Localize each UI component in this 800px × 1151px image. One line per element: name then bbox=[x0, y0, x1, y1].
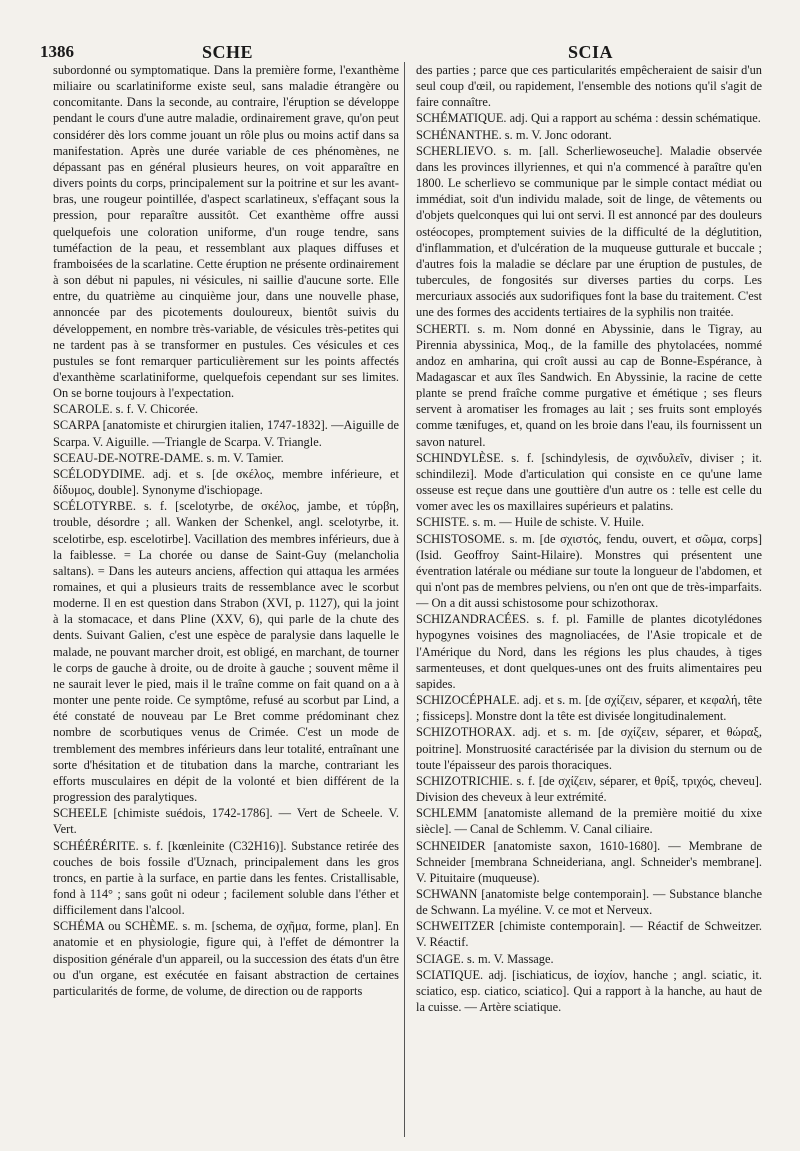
entry-schlemm: SCHLEMM [anatomiste allemand de la première moitié du xixe siècle]. — Canal de Schlemm. V. Canal ciliaire. bbox=[416, 806, 762, 837]
page-number: 1386 bbox=[40, 42, 74, 61]
entry-continuation: subordonné ou symptomatique. Dans la première forme, l'exanthème miliaire ou scarlatiniforme existe seul, sans maladie étrangère ou concomitante. Dans la seconde, au contraire, l'éruption se développe pendant le cours d'une autre maladie, ordinairement grave, qu'on peut considérer dès lors comme jouant un rôle plus ou moins actif dans sa manifestation. Après une durée variable de ces phénomènes, ne dépassant pas en général plusieurs heures, on voit apparaître en divers points du corps, principalement sur la poitrine et sur les avant-bras, une rougeur pointillée, d'aspect scarlatineux, s'effaçant sous la pression, pour reparaître aussitôt. Cet exanthème offre aussi quelquefois une coloration uniforme, d'un rouge tendre, sans tuméfaction de la peau, et ressemblant aux plaques diffuses et framboisées de la scarlatine. Cette éruption ne présente ordinairement à son début ni papules, ni vésicules, ni saillie d'aucune sorte. Elle entre, du quatrième au cinquième jour, dans une nouvelle phase, annoncée par des picotements douloureux, bientôt suivis du développement, en nombre très-variable, de vésicules très-petites qui ne tardent pas à se transformer en pustules. Ces vésicules et ces pustules se font remarquer particulièrement sur les points affectés d'exanthème scarlatiniforme, quelquefois cependant sur ses limites. On se borne toujours à l'expectation. bbox=[53, 63, 399, 401]
entry-scelodydime: SCÉLODYDIME. adj. et s. [de σκέλος, membre inférieure, et δίδυμος, double]. Synonyme d'ischiopage. bbox=[53, 466, 399, 498]
entry-sceau-de-notre-dame: SCEAU-DE-NOTRE-DAME. s. m. V. Tamier. bbox=[53, 450, 284, 465]
entry-schee-rerite: SCHÉÉRÉRITE. s. f. [kœnleinite (C32H16)]. Substance retirée des couches de bois fossile d'Uznach, principalement dans les gros troncs, en partie à la surface, en partie dans les fentes. Cristallisable, fond à 114° ; sans goût ni odeur ; facilement soluble dans l'éther et difficilement dans l'alcool. bbox=[53, 838, 399, 918]
entry-scherti: SCHERTI. s. m. Nom donné en Abyssinie, dans le Tigray, au Pirennia abyssinica, Moq., de la famille des phytolacées, nommé andoz en amharina, qui croît aussi au cap de Bonne-Espérance, à Madagascar et aux îles Sandwich. En Abyssinie, la racine de cette plante se prend fraîche comme purgative et émétique ; ses fleurs servent à aromatiser les fromages au lait ; ses fruits sont employés comme tænifuges, et, quand on les broie dans l'eau, ils fournissent un savon naturel. bbox=[416, 321, 762, 449]
entry-sciatique: SCIATIQUE. adj. [ischiaticus, de ἰσχίον, hanche ; angl. sciatic, it. sciatico, esp. ciatico, sciatico]. Qui a rapport à la hanche, au haut de la cuisse. — Artère sciatique. bbox=[416, 967, 762, 1015]
entry-scherlievo: SCHERLIEVO. s. m. [all. Scherliewoseuche]. Maladie observée dans les provinces illyriennes, et qui n'a commencé à paraître qu'en 1800. Le scherlievo se communique par le simple contact médiat ou immédiat, soit d'un individu malade, soit de linge, de vêtements ou d'objets quelconques qui lui ont servi. Il est annoncé par des douleurs ostéocopes, promptement suivies de la difficulté de la déglutition, d'inflammation, et d'ulcération de la muqueuse gutturale et buccale ; d'autres fois la maladie se déclare par une éruption de pustules, de tubercules, de fongosités sur diverses parties du corps. Les mercuriaux associés aux sudorifiques font la base du traitement. C'est une des formes des accidents tertiaires de la syphilis non traitée. bbox=[416, 143, 762, 320]
entry-schwann: SCHWANN [anatomiste belge contemporain]. — Substance blanche de Schwann. La myéline. V. ce mot et Nerveux. bbox=[416, 886, 762, 918]
entry-schindylese: SCHINDYLÈSE. s. f. [schindylesis, de σχινδυλεῖν, diviser ; it. schindilezi]. Mode d'articulation qui consiste en ce qu'une lame osseuse est reçue dans une gouttière d'un autre os : telle est celle du vomer avec les os maxillaires supérieurs et palatins. bbox=[416, 450, 762, 514]
entry-schizocephale: SCHIZOCÉPHALE. adj. et s. m. [de σχίζειν, séparer, et κεφαλή, tête ; fissiceps]. Monstre dont la tête est divisée longitudinalement. bbox=[416, 693, 762, 724]
entry-scarole: SCAROLE. s. f. V. Chicorée. bbox=[53, 402, 199, 417]
left-running-head: SCHE bbox=[202, 42, 254, 62]
entry-schenanthe: SCHÉNANTHE. s. m. V. Jonc odorant. bbox=[416, 127, 612, 142]
entry-schistosome: SCHISTOSOME. s. m. [de σχιστός, fendu, ouvert, et σῶμα, corps] (Isid. Geoffroy Saint-Hilaire). Monstres qui présentent une éventration latérale ou médiane sur toute la longueur de l'abdomen, et qui n'ont pas de membres pelviens, ou n'en ont que de très-imparfaits. — On a dit aussi schistosome pour schizothorax. bbox=[416, 531, 762, 611]
column-divider bbox=[404, 62, 405, 1137]
entry-schiste: SCHISTE. s. m. — Huile de schiste. V. Huile. bbox=[416, 515, 645, 530]
right-running-head: SCIA bbox=[568, 42, 614, 62]
entry-schweitzer: SCHWEITZER [chimiste contemporain]. — Réactif de Schweitzer. V. Réactif. bbox=[416, 919, 762, 950]
entry-continuation-right: des parties ; parce que ces particularités empêcheraient de saisir d'un seul coup d'œil, ou rapidement, l'ensemble des notions qu'il s'agit de faire connaître. bbox=[416, 63, 762, 110]
entry-schema: SCHÉMA ou SCHÈME. s. m. [schema, de σχῆμα, forme, plan]. En anatomie et en physiologie, figure qui, à l'effet de démontrer la disposition générale d'un appareil, ou la succession des états d'un être ou d'un organe, est exécutée en faisant abstraction de certaines particularités de forme, de volume, de direction ou de rapports bbox=[53, 919, 399, 998]
entry-scelotyrbe: SCÉLOTYRBE. s. f. [scelotyrbe, de σκέλος, jambe, et τύρβη, trouble, désordre ; all. Wanken der Schenkel, angl. scelotyrbe, it. scelotirbe, esp. escelotirbe]. Vacillation des membres inférieurs, due à la faiblesse. = La chorée ou danse de Saint-Guy (melancholia saltans). = Dans les auteurs anciens, affection qui attaqua les armées romaines, et qui a plusieurs traits de ressemblance avec le scorbut moderne. Il en est question dans Strabon (XVI, p. 1127), qui la joint à la stomacace, et dans Pline (XXV, 6), qui parle de la chute des dents. Suivant Galien, c'est une espèce de paralysie dans laquelle le malade, ne pouvant marcher droit, est obligé, en marchant, de tourner le corps de gauche à droite, ou de droite à gauche ; souvent même il ne saurait lever le pied, mais il le traîne comme on fait quand on a à monter une pente roide. Ce symptôme, refusé au scorbut par Lind, a été constaté de nouveau par Le Bret comme prédominant chez nombre de scorbutiques venus de Crimée. C'est un mode de tremblement des membres inférieurs dans leur totalité, entraînant une sorte d'hésitation et de titubation dans la marche, contrariant les efforts musculaires en dépit de la volonté et bien différent de la progression des paralytiques. bbox=[53, 499, 399, 805]
entry-scarpa: SCARPA [anatomiste et chirurgien italien, 1747-1832]. —Aiguille de Scarpa. V. Aiguille. —Triangle de Scarpa. V. Triangle. bbox=[53, 418, 399, 449]
entry-schizandracees: SCHIZANDRACÉES. s. f. pl. Famille de plantes dicotylédones hypogynes voisines des magnoliacées, de l'Asie tropicale et de l'Amérique du Nord, dans les régions les plus chaudes, à tiges sarmenteuses, et dont quelques-unes ont des fruits alimentaires peu sapides. bbox=[416, 612, 762, 691]
entry-schizothorax: SCHIZOTHORAX. adj. et s. m. [de σχίζειν, séparer, et θώραξ, poitrine]. Monstruosité caractérisée par la division du sternum ou de toute l'épaisseur des parois thoraciques. bbox=[416, 725, 762, 772]
entry-schematique: SCHÉMATIQUE. adj. Qui a rapport au schéma : dessin schématique. bbox=[416, 111, 761, 126]
entry-schizotrichie: SCHIZOTRICHIE. s. f. [de σχίζειν, séparer, et θρίξ, τριχός, cheveu]. Division des cheveux à leur extrémité. bbox=[416, 773, 762, 805]
right-column bbox=[416, 62, 762, 1142]
entry-sciage: SCIAGE. s. m. V. Massage. bbox=[416, 951, 554, 966]
entry-scheele: SCHEELE [chimiste suédois, 1742-1786]. — Vert de Scheele. V. Vert. bbox=[53, 806, 399, 837]
entry-schneider: SCHNEIDER [anatomiste saxon, 1610-1680]. — Membrane de Schneider [membrana Schneideriana, angl. Schneider's membrane]. V. Pituitaire (muqueuse). bbox=[416, 838, 762, 885]
left-column bbox=[53, 62, 399, 1142]
